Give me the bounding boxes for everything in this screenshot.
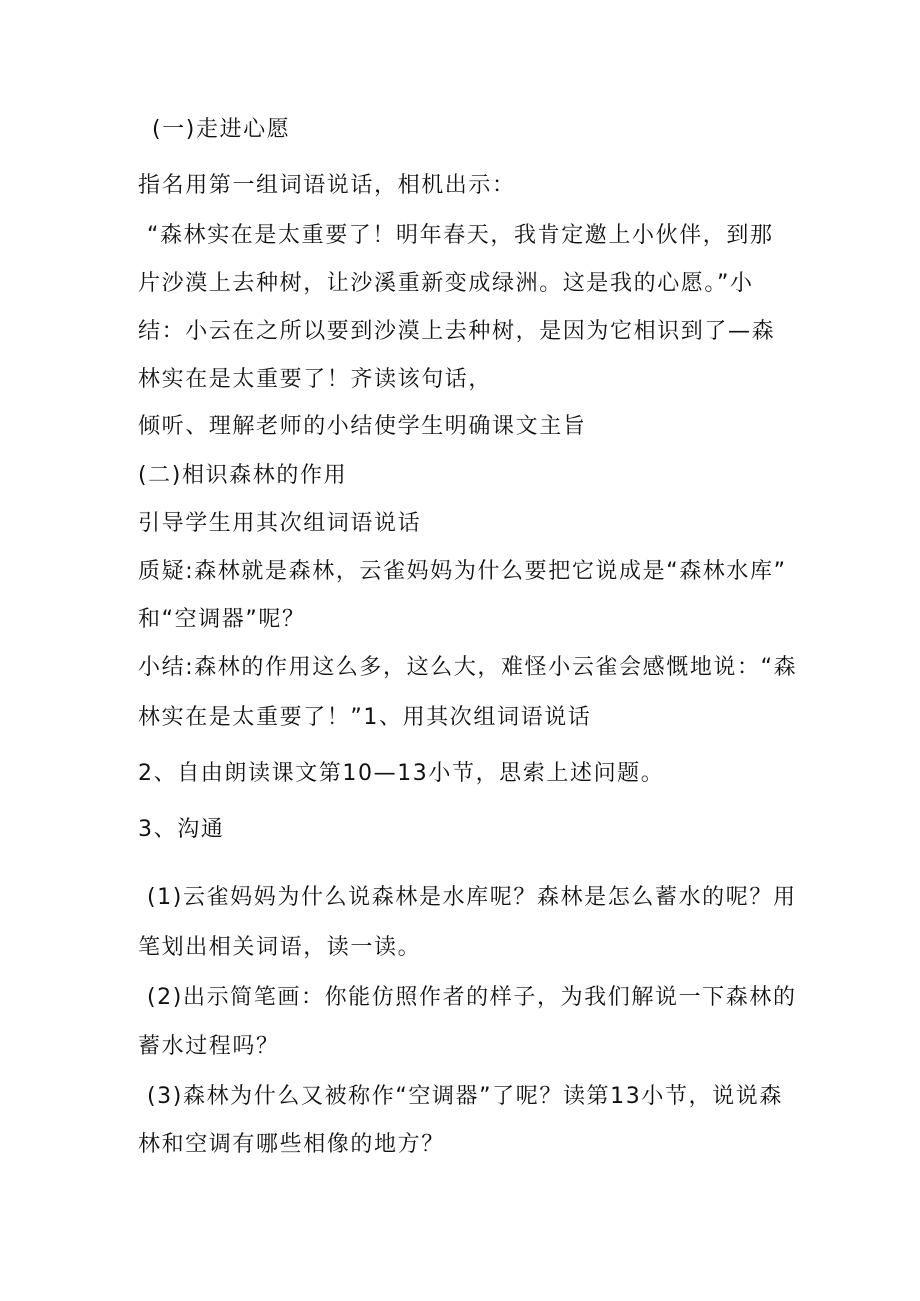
question-item: (1)云雀妈妈为什么说森林是水库呢？森林是怎么蓄水的呢？用 [147, 885, 797, 910]
question-line: 和“空调器”呢？ [138, 607, 306, 632]
step-line: 2、自由朗读课文第10—13小节，思索上述问题。 [138, 761, 665, 786]
summary-line: 结：小云在之所以要到沙漠上去种树，是因为它相识到了—森 [138, 319, 776, 344]
text-line: 指名用第一组词语说话，相机出示： [138, 173, 516, 198]
question-line: 质疑:森林就是森林，云雀妈妈为什么要把它说成是“森林水库” [138, 559, 787, 584]
summary-line: 林实在是太重要了！”1、用其次组词语说话 [138, 705, 592, 730]
summary-line: 林实在是太重要了！齐读该句话， [138, 367, 493, 392]
section-heading-1: (一)走进心愿 [152, 117, 291, 142]
quote-line: 片沙漠上去种树，让沙溪重新变成绿洲。这是我的心愿。”小 [138, 271, 754, 296]
question-item: 笔划出相关词语，读一读。 [138, 935, 422, 960]
summary-line: 小结:森林的作用这么多，这么大，难怪小云雀会感慨地说：“森 [138, 655, 798, 680]
question-item: (3)森林为什么又被称作“空调器”了呢？读第13小节，说说森 [147, 1084, 783, 1109]
text-line: 倾听、理解老师的小结使学生明确课文主旨 [138, 414, 587, 439]
quote-line: “森林实在是太重要了！明年春天，我肯定邀上小伙伴，到那 [147, 223, 774, 248]
step-line: 3、沟通 [138, 817, 225, 842]
question-item: 蓄水过程吗？ [138, 1034, 280, 1059]
question-item: (2)出示简笔画：你能仿照作者的样子，为我们解说一下森林的 [147, 985, 797, 1010]
text-line: 引导学生用其次组词语说话 [138, 511, 422, 536]
question-item: 林和空调有哪些相像的地方？ [138, 1132, 445, 1157]
section-heading-2: (二)相识森林的作用 [138, 463, 348, 488]
